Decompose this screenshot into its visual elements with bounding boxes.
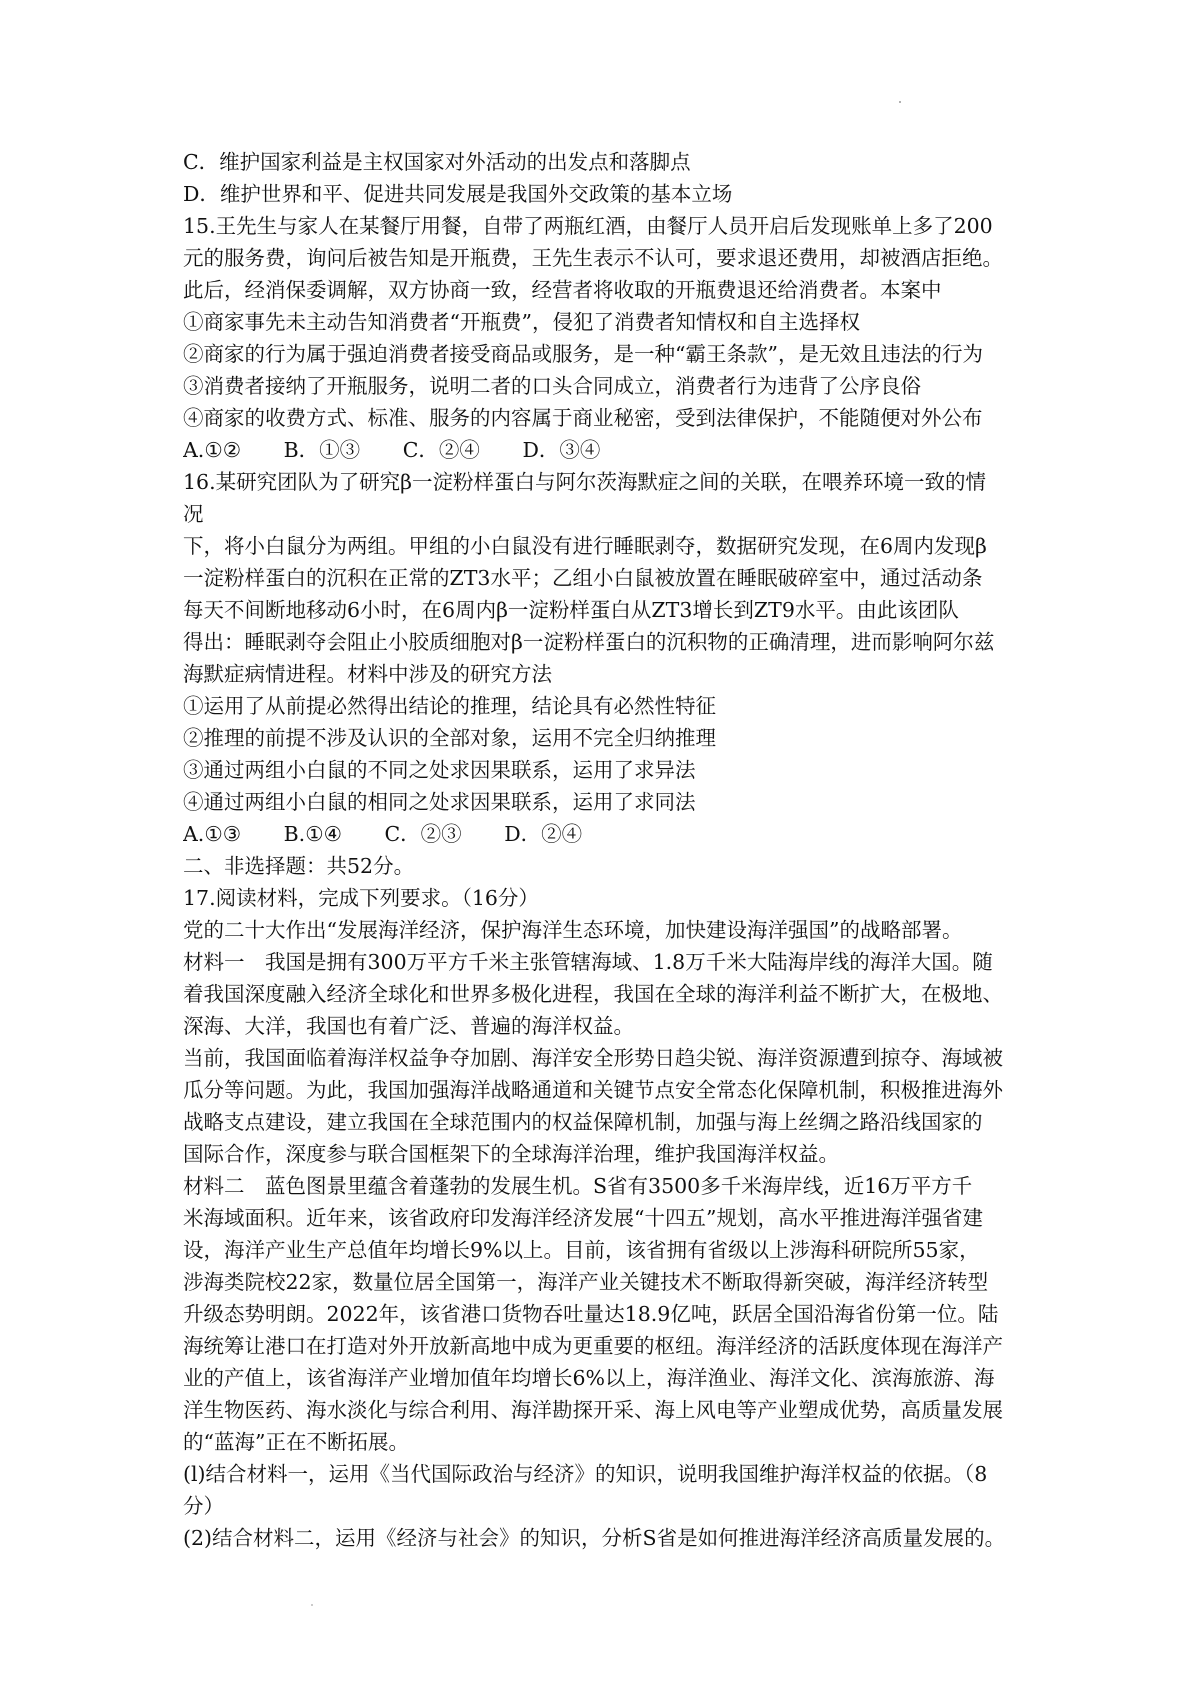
- material-1: 战略支点建设，建立我国在全球范围内的权益保障机制，加强与海上丝绸之路沿线国家的: [183, 1110, 983, 1134]
- statement-2: ②商家的行为属于强迫消费者接受商品或服务，是一种“霸王条款”，是无效且违法的行为: [183, 342, 983, 366]
- question-16-stem: 一淀粉样蛋白的沉积在正常的ZT3水平；乙组小白鼠被放置在睡眠破碎室中，通过活动条: [183, 566, 983, 590]
- statement-1: ①商家事先未主动告知消费者“开瓶费”，侵犯了消费者知情权和自主选择权: [183, 310, 860, 334]
- question-17-intro: 党的二十大作出“发展海洋经济，保护海洋生态环境，加快建设海洋强国”的战略部署。: [183, 918, 963, 942]
- material-2: 材料二 蓝色图景里蕴含着蓬勃的发展生机。S省有3500多千米海岸线，近16万平方千: [183, 1174, 973, 1198]
- sub-question-2: (2)结合材料二，运用《经济与社会》的知识，分析S省是如何推进海洋经济高质量发展的。: [183, 1526, 1006, 1550]
- statement-2: ②推理的前提不涉及认识的全部对象，运用不完全归纳推理: [183, 726, 716, 750]
- material-2: 涉海类院校22家，数量位居全国第一，海洋产业关键技术不断取得新突破，海洋经济转型: [183, 1270, 989, 1294]
- option-b: B.①④: [283, 822, 342, 846]
- material-1: 着我国深度融入经济全球化和世界多极化进程，我国在全球的海洋利益不断扩大，在极地、: [183, 982, 1003, 1006]
- question-15-stem: 此后，经消保委调解，双方协商一致，经营者将收取的开瓶费退还给消费者。本案中: [183, 278, 942, 302]
- material-2: 设，海洋产业生产总值年均增长9%以上。目前，该省拥有省级以上涉海科研院所55家，: [183, 1238, 980, 1262]
- question-17-heading: 17.阅读材料，完成下列要求。（16分）: [183, 886, 539, 910]
- section-heading: 二、非选择题：共52分。: [183, 854, 415, 878]
- option-d: D．②④: [504, 822, 583, 846]
- option-d: D．③④: [522, 438, 601, 462]
- statement-4: ④商家的收费方式、标准、服务的内容属于商业秘密，受到法律保护，不能随便对外公布: [183, 406, 983, 430]
- material-1: 深海、大洋，我国也有着广泛、普遍的海洋权益。: [183, 1014, 634, 1038]
- option-b: B．①③: [283, 438, 361, 462]
- scan-speck: [899, 101, 901, 103]
- statement-3: ③消费者接纳了开瓶服务，说明二者的口头合同成立，消费者行为违背了公序良俗: [183, 374, 921, 398]
- option-c: C．②③: [384, 822, 462, 846]
- document-body: [183, 146, 1028, 1554]
- question-15-stem: 15.王先生与家人在某餐厅用餐，自带了两瓶红酒，由餐厅人员开启后发现账单上多了200: [183, 214, 993, 238]
- option-a: A.①③: [183, 822, 242, 846]
- option-a: A.①②: [183, 438, 242, 462]
- question-16-stem: 况: [183, 502, 204, 526]
- question-15-options: [183, 434, 1028, 466]
- statement-4: ④通过两组小白鼠的相同之处求因果联系，运用了求同法: [183, 790, 696, 814]
- material-2: 海统筹让港口在打造对外开放新高地中成为更重要的枢纽。海洋经济的活跃度体现在海洋产: [183, 1334, 1003, 1358]
- question-16-stem: 每天不间断地移动6小时，在6周内β一淀粉样蛋白从ZT3增长到ZT9水平。由此该团队: [183, 598, 959, 622]
- scan-speck: [311, 1604, 313, 1606]
- sub-question-1: 分）: [183, 1494, 224, 1518]
- material-2: 业的产值上，该省海洋产业增加值年均增长6%以上，海洋渔业、海洋文化、滨海旅游、海: [183, 1366, 995, 1390]
- sub-question-1: (l)结合材料一，运用《当代国际政治与经济》的知识，说明我国维护海洋权益的依据。（8: [183, 1462, 988, 1486]
- material-2: 升级态势明朗。2022年，该省港口货物吞吐量达18.9亿吨，跃居全国沿海省份第一位。陆: [183, 1302, 999, 1326]
- question-16-options: [183, 818, 1028, 850]
- option-c: C．②④: [402, 438, 480, 462]
- material-2: 洋生物医药、海水淡化与综合利用、海洋勘探开采、海上风电等产业塑成优势，高质量发展: [183, 1398, 1003, 1422]
- question-16-stem: 海默症病情进程。材料中涉及的研究方法: [183, 662, 552, 686]
- material-2: 的“蓝海”正在不断拓展。: [183, 1430, 409, 1454]
- material-1: 瓜分等问题。为此，我国加强海洋战略通道和关键节点安全常态化保障机制，积极推进海外: [183, 1078, 1003, 1102]
- material-1: 材料一 我国是拥有300万平方千米主张管辖海域、1.8万千米大陆海岸线的海洋大国。随: [183, 950, 993, 974]
- material-1: 当前，我国面临着海洋权益争夺加剧、海洋安全形势日趋尖锐、海洋资源遭到掠夺、海域被: [183, 1046, 1003, 1070]
- question-16-stem: 得出：睡眠剥夺会阻止小胶质细胞对β一淀粉样蛋白的沉积物的正确清理，进而影响阿尔兹: [183, 630, 995, 654]
- option-d-q14: D．维护世界和平、促进共同发展是我国外交政策的基本立场: [183, 182, 733, 206]
- question-16-stem: 下，将小白鼠分为两组。甲组的小白鼠没有进行睡眠剥夺，数据研究发现，在6周内发现β: [183, 534, 987, 558]
- question-16-stem: 16.某研究团队为了研究β一淀粉样蛋白与阿尔茨海默症之间的关联，在喂养环境一致的情: [183, 470, 986, 494]
- question-15-stem: 元的服务费，询问后被告知是开瓶费，王先生表示不认可，要求退还费用，却被酒店拒绝。: [183, 246, 1003, 270]
- material-1: 国际合作，深度参与联合国框架下的全球海洋治理，维护我国海洋权益。: [183, 1142, 839, 1166]
- statement-3: ③通过两组小白鼠的不同之处求因果联系，运用了求异法: [183, 758, 696, 782]
- material-2: 米海域面积。近年来，该省政府印发海洋经济发展“十四五”规划，高水平推进海洋强省建: [183, 1206, 983, 1230]
- option-c-q14: C．维护国家利益是主权国家对外活动的出发点和落脚点: [183, 150, 691, 174]
- statement-1: ①运用了从前提必然得出结论的推理，结论具有必然性特征: [183, 694, 716, 718]
